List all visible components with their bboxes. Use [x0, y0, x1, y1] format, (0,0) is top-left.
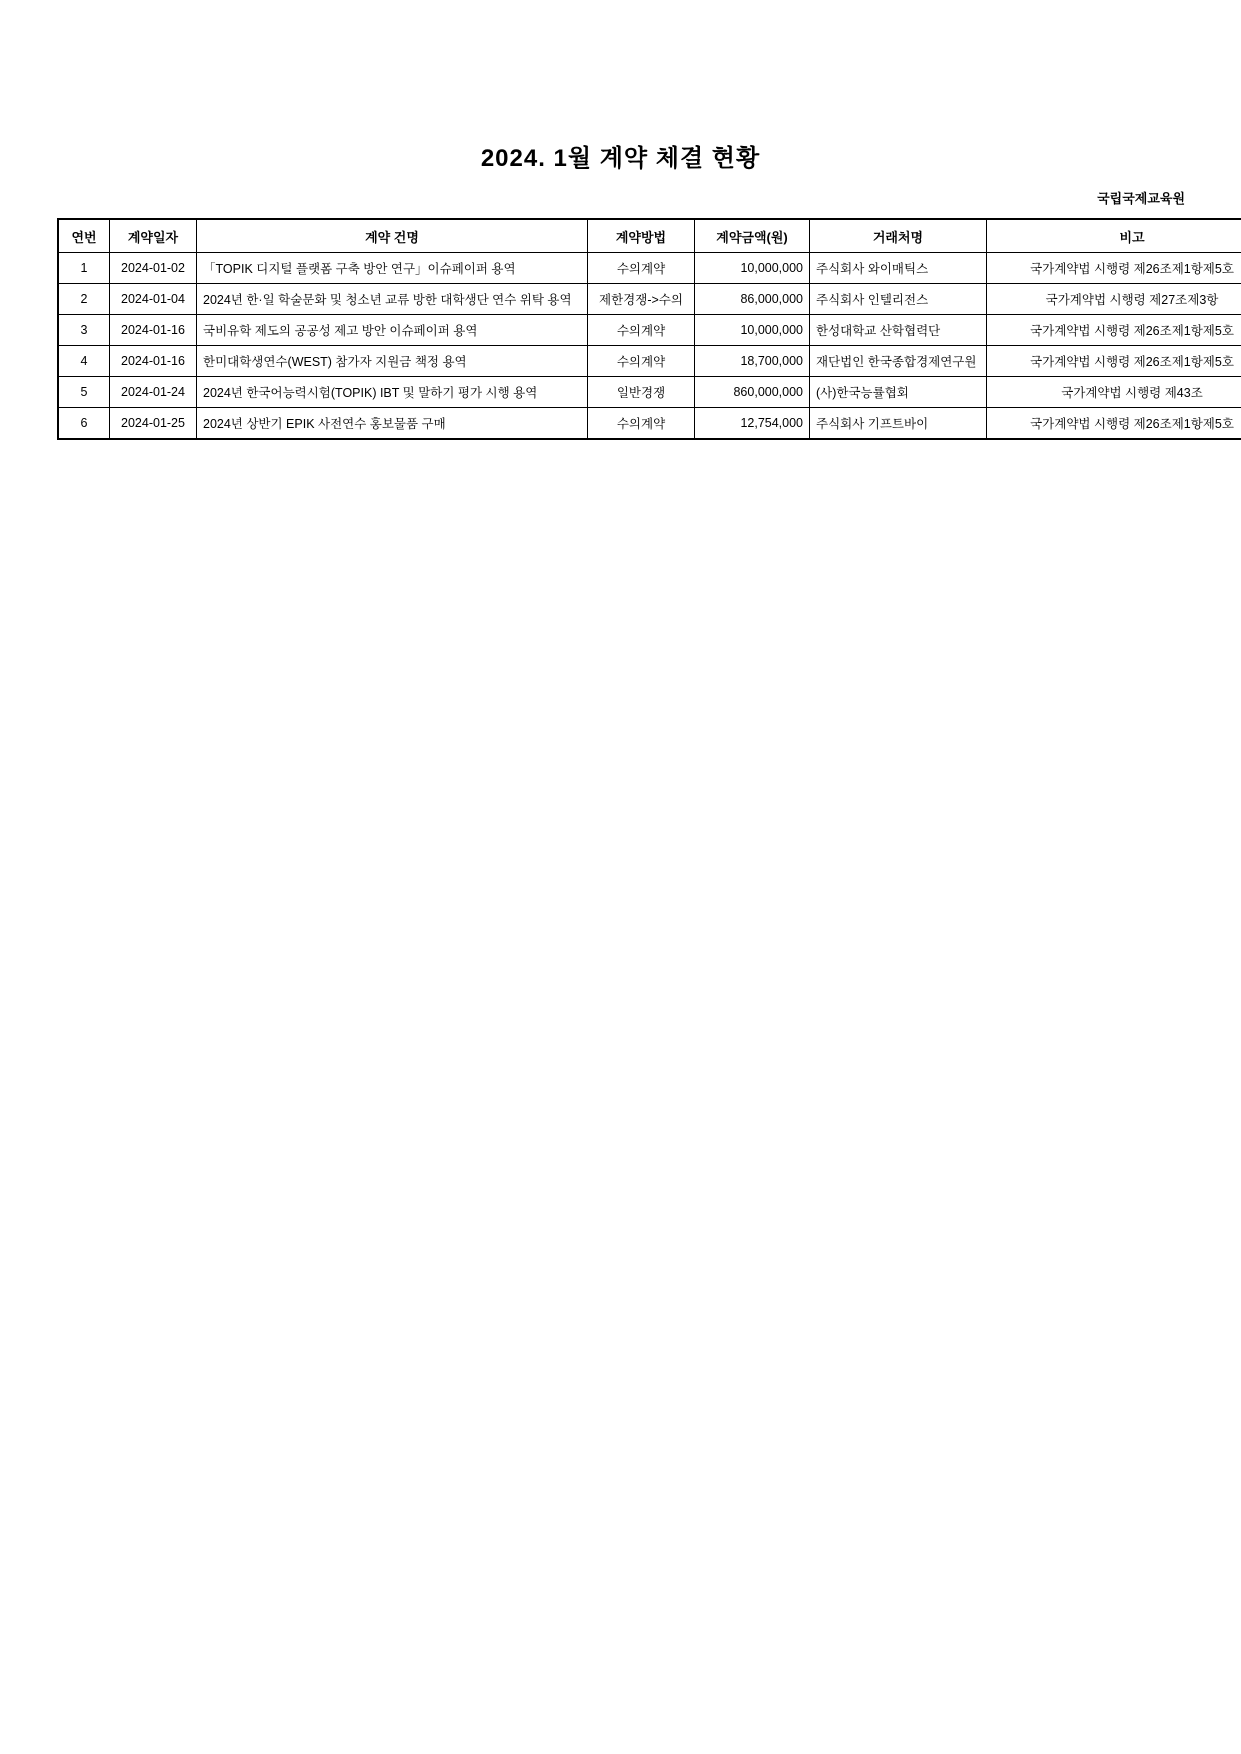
- col-header-name: 계약 건명: [197, 219, 588, 253]
- col-header-number: 연번: [58, 219, 110, 253]
- vendor-name-cell: 한성대학교 산학협력단: [810, 315, 987, 346]
- organization-label: 국립국제교육원: [1097, 191, 1185, 206]
- col-header-note: 비고: [987, 219, 1241, 253]
- contract-date-cell: 2024-01-16: [110, 346, 197, 377]
- contract-date-cell: 2024-01-04: [110, 284, 197, 315]
- contract-date-cell: 2024-01-16: [110, 315, 197, 346]
- col-header-amount: 계약금액(원): [695, 219, 810, 253]
- contract-amount-cell: 18,700,000: [695, 346, 810, 377]
- col-header-method: 계약방법: [588, 219, 695, 253]
- vendor-name-cell: 주식회사 인텔리전스: [810, 284, 987, 315]
- contract-date-cell: 2024-01-02: [110, 253, 197, 284]
- table-header-row: [58, 219, 1241, 253]
- contract-amount-cell: 860,000,000: [695, 377, 810, 408]
- note-cell: 국가계약법 시행령 제26조제1항제5호: [987, 315, 1241, 346]
- col-header-date: 계약일자: [110, 219, 197, 253]
- table-row: [58, 377, 1241, 408]
- contract-table: [57, 218, 1241, 440]
- contract-date-cell: 2024-01-24: [110, 377, 197, 408]
- table-row: [58, 315, 1241, 346]
- contract-method-cell: 수의계약: [588, 315, 695, 346]
- contract-method-cell: 수의계약: [588, 346, 695, 377]
- contract-name-cell: 2024년 한·일 학술문화 및 청소년 교류 방한 대학생단 연수 위탁 용역: [197, 284, 588, 315]
- vendor-name-cell: 주식회사 기프트바이: [810, 408, 987, 440]
- contract-method-cell: 일반경쟁: [588, 377, 695, 408]
- row-number-cell: 6: [58, 408, 110, 440]
- row-number-cell: 1: [58, 253, 110, 284]
- table-row: [58, 408, 1241, 440]
- col-header-vendor: 거래처명: [810, 219, 987, 253]
- note-cell: 국가계약법 시행령 제26조제1항제5호: [987, 253, 1241, 284]
- table-body: [58, 253, 1241, 440]
- contract-amount-cell: 10,000,000: [695, 253, 810, 284]
- table-row: [58, 253, 1241, 284]
- contract-name-cell: 2024년 한국어능력시험(TOPIK) IBT 및 말하기 평가 시행 용역: [197, 377, 588, 408]
- row-number-cell: 5: [58, 377, 110, 408]
- note-cell: 국가계약법 시행령 제27조제3항: [987, 284, 1241, 315]
- vendor-name-cell: (사)한국능률협회: [810, 377, 987, 408]
- contract-method-cell: 수의계약: [588, 408, 695, 440]
- row-number-cell: 4: [58, 346, 110, 377]
- contract-name-cell: 2024년 상반기 EPIK 사전연수 홍보물품 구매: [197, 408, 588, 440]
- note-cell: 국가계약법 시행령 제26조제1항제5호: [987, 346, 1241, 377]
- note-cell: 국가계약법 시행령 제26조제1항제5호: [987, 408, 1241, 440]
- table-row: [58, 346, 1241, 377]
- note-cell: 국가계약법 시행령 제43조: [987, 377, 1241, 408]
- table-header: [58, 219, 1241, 253]
- table-row: [58, 284, 1241, 315]
- contract-date-cell: 2024-01-25: [110, 408, 197, 440]
- contract-name-cell: 국비유학 제도의 공공성 제고 방안 이슈페이퍼 용역: [197, 315, 588, 346]
- row-number-cell: 2: [58, 284, 110, 315]
- contract-name-cell: 「TOPIK 디지털 플랫폼 구축 방안 연구」이슈페이퍼 용역: [197, 253, 588, 284]
- contract-method-cell: 수의계약: [588, 253, 695, 284]
- contract-amount-cell: 12,754,000: [695, 408, 810, 440]
- vendor-name-cell: 주식회사 와이매틱스: [810, 253, 987, 284]
- row-number-cell: 3: [58, 315, 110, 346]
- contract-amount-cell: 10,000,000: [695, 315, 810, 346]
- contract-amount-cell: 86,000,000: [695, 284, 810, 315]
- vendor-name-cell: 재단법인 한국종합경제연구원: [810, 346, 987, 377]
- contract-method-cell: 제한경쟁->수의: [588, 284, 695, 315]
- page-title: 2024. 1월 계약 체결 현황: [480, 145, 761, 172]
- contract-name-cell: 한미대학생연수(WEST) 참가자 지원금 책정 용역: [197, 346, 588, 377]
